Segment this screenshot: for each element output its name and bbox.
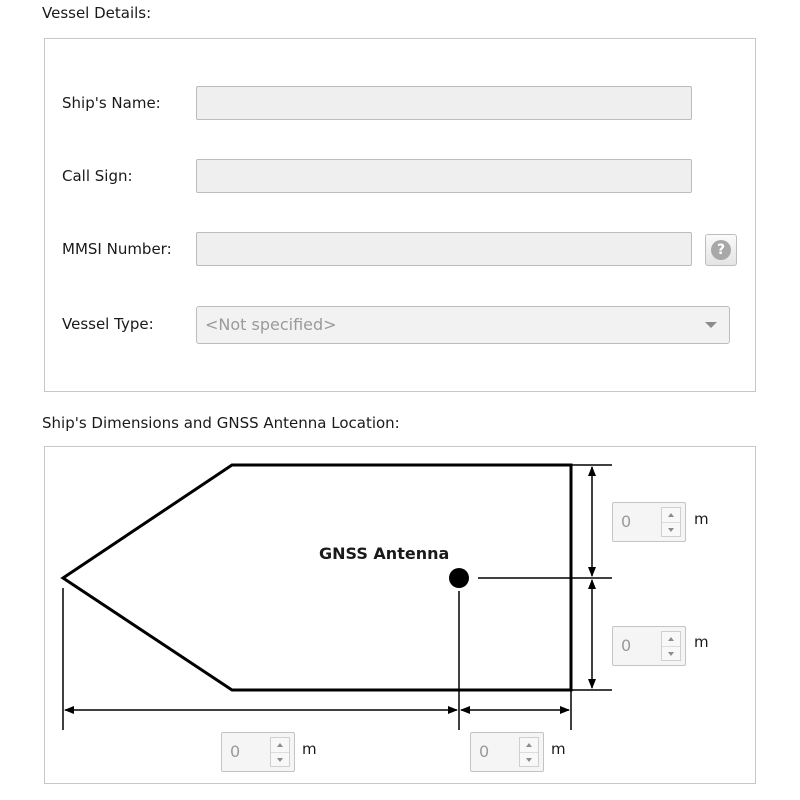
unit-label: m: [694, 510, 709, 528]
spin-down-icon: [277, 758, 283, 762]
call-sign-label: Call Sign:: [62, 167, 133, 185]
spin-up-button[interactable]: [520, 738, 538, 752]
unit-label: m: [694, 633, 709, 651]
spin-buttons: [661, 631, 681, 661]
spin-up-button[interactable]: [662, 508, 680, 522]
spin-down-button[interactable]: [662, 646, 680, 661]
dimensions-title: Ship's Dimensions and GNSS Antenna Location:: [42, 414, 400, 432]
mmsi-label: MMSI Number:: [62, 240, 172, 258]
port-width-spinner[interactable]: [612, 626, 686, 666]
gnss-antenna-marker: [449, 568, 469, 588]
ship-name-label: Ship's Name:: [62, 94, 161, 112]
unit-label: m: [302, 740, 317, 758]
spin-down-icon: [668, 528, 674, 532]
spin-down-button[interactable]: [271, 752, 289, 767]
spin-up-button[interactable]: [271, 738, 289, 752]
port-width-value: 0: [621, 636, 632, 655]
spin-buttons: [270, 737, 290, 767]
gnss-antenna-label: GNSS Antenna: [319, 544, 450, 563]
help-icon: ?: [711, 240, 731, 260]
vessel-details-title: Vessel Details:: [42, 4, 152, 22]
unit-label: m: [551, 740, 566, 758]
stern-length-spinner[interactable]: [470, 732, 544, 772]
bow-length-spinner[interactable]: [221, 732, 295, 772]
spin-down-button[interactable]: [662, 522, 680, 537]
spin-up-icon: [668, 637, 674, 641]
spin-down-icon: [668, 652, 674, 656]
spin-up-icon: [277, 743, 283, 747]
spin-buttons: [519, 737, 539, 767]
starboard-width-spinner[interactable]: [612, 502, 686, 542]
spin-up-button[interactable]: [662, 632, 680, 646]
stern-length-value: 0: [479, 742, 490, 761]
spin-buttons: [661, 507, 681, 537]
bow-length-value: 0: [230, 742, 241, 761]
starboard-width-value: 0: [621, 512, 632, 531]
vessel-type-label: Vessel Type:: [62, 315, 154, 333]
vessel-type-selected: <Not specified>: [205, 315, 337, 334]
spin-up-icon: [526, 743, 532, 747]
spin-up-icon: [668, 513, 674, 517]
spin-down-button[interactable]: [520, 752, 538, 767]
spin-down-icon: [526, 758, 532, 762]
